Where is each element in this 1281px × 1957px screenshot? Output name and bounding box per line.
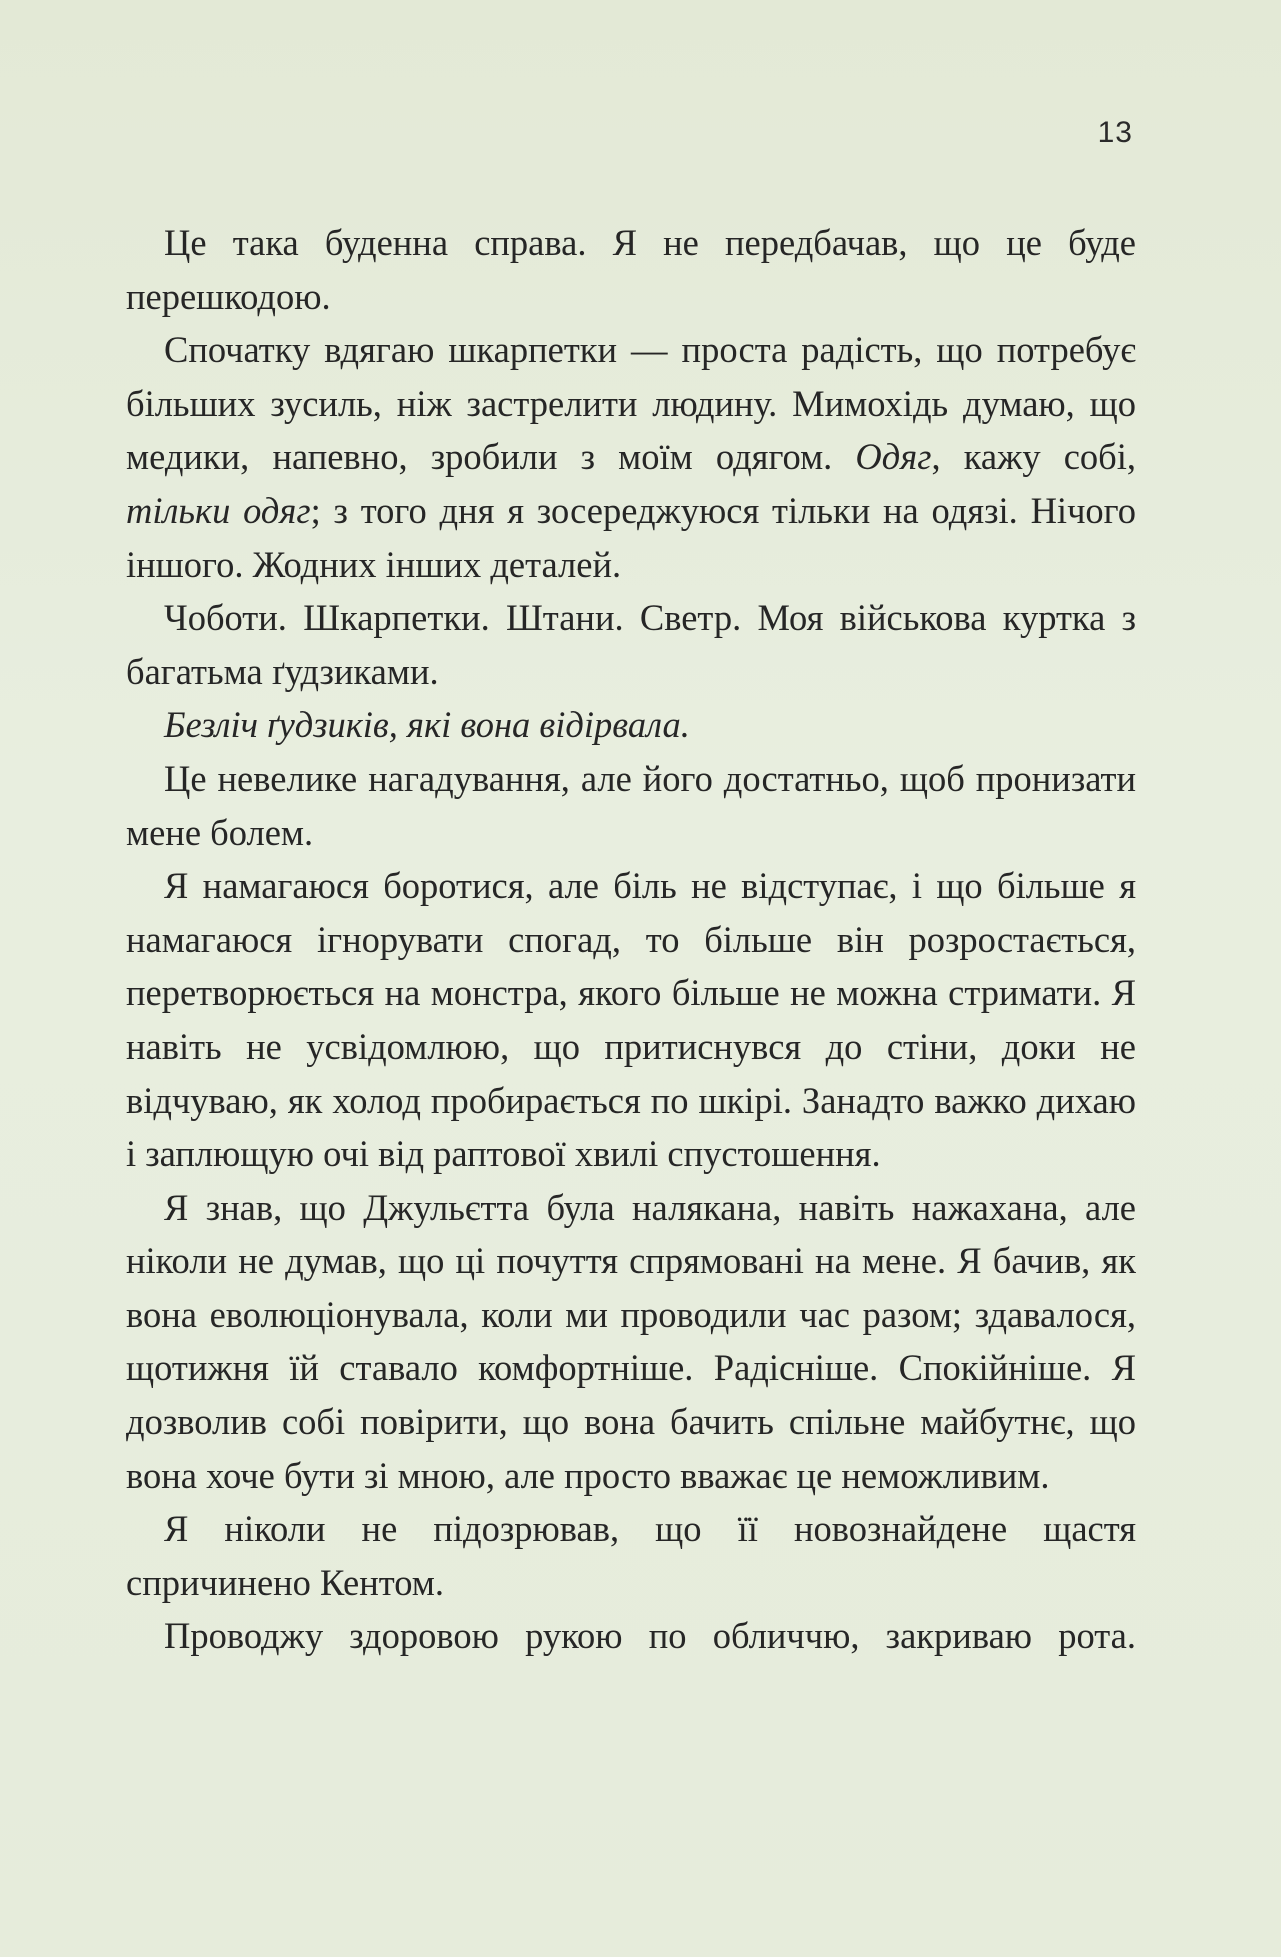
text-run: Чоботи. Шкарпетки. Штани. Светр. Моя військова куртка з багатьма ґудзиками.	[126, 597, 1136, 692]
italic-text: Одяг	[855, 436, 932, 478]
paragraph	[126, 752, 1136, 859]
paragraph	[126, 1609, 1136, 1663]
text-run: , кажу собі,	[931, 436, 1136, 478]
italic-text: Безліч ґудзиків, які вона відірвала.	[164, 704, 690, 746]
text-run: ; з того дня я зосереджуюся тільки на одязі. Нічого іншого. Жодних інших деталей.	[126, 489, 1136, 585]
paragraph	[126, 591, 1136, 698]
body-text	[126, 216, 1136, 1663]
italic-text: тільки одяг	[126, 489, 311, 531]
text-run: Проводжу здоровою рукою по обличчю, закриваю рота.	[164, 1615, 1136, 1657]
text-run: Я знав, що Джульєтта була налякана, навіть нажахана, але ніколи не думав, що ці почуття спрямовані на мене. Я бачив, як вона еволюціонувала, коли ми проводили час разом; здавалося, щотижня їй ставало комфортніше. Радісніше. Спокійніше. Я дозволив собі повірити, що вона бачить спільне майбутнє, що вона хоче бути зі мною, але просто вважає це неможливим.	[126, 1186, 1136, 1496]
text-run: Спочатку вдягаю шкарпетки — проста радість, що потребує більших зусиль, ніж застрелити людину. Мимохідь думаю, що медики, напевно, зробили з моїм одягом.	[126, 329, 1136, 478]
paragraph	[126, 698, 1136, 752]
paragraph	[126, 1502, 1136, 1609]
paragraph	[126, 1181, 1136, 1503]
text-run: Це невелике нагадування, але його достатньо, щоб пронизати мене болем.	[126, 757, 1136, 853]
paragraph	[126, 323, 1136, 591]
text-run: Це така буденна справа. Я не передбачав, що це буде перешкодою.	[126, 222, 1136, 317]
paragraph	[126, 859, 1136, 1181]
page-number: 13	[1097, 116, 1133, 149]
paragraph	[126, 216, 1136, 323]
text-run: Я ніколи не підозрював, що її новознайдене щастя спричинено Кентом.	[126, 1508, 1136, 1603]
text-run: Я намагаюся боротися, але біль не відступає, і що більше я намагаюся ігнорувати спогад, то більше він розростається, перетворюється на монстра, якого більше не можна стримати. Я навіть не усвідомлюю, що притиснувся до стіни, доки не відчуваю, як холод пробирається по шкірі. Занадто важко дихаю і заплющую очі від раптової хвилі спустошення.	[126, 865, 1136, 1175]
